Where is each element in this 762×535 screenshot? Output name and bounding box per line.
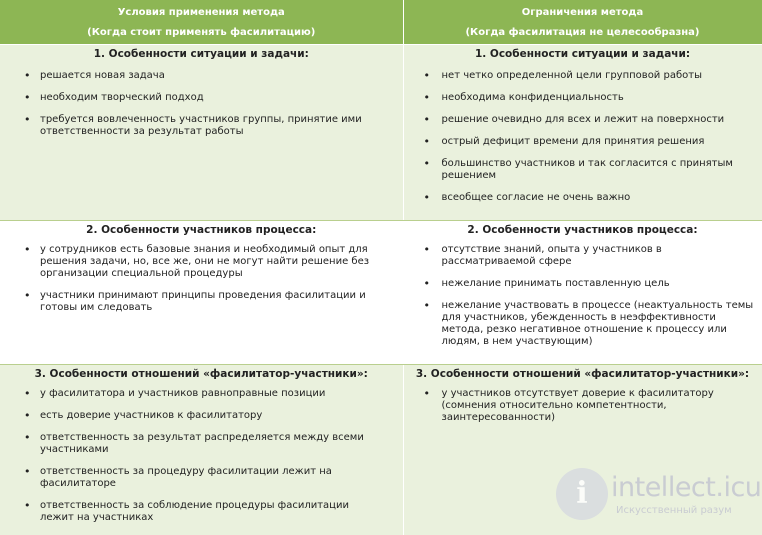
list-item: • ответственность за процедуру фасилитации лежит на фасилитаторе bbox=[0, 466, 373, 490]
section-1-left-title: 1. Особенности ситуации и задачи: bbox=[0, 45, 403, 65]
list-item: • у сотрудников есть базовые знания и необходимый опыт для решения задачи, но, все же, они не могут найти решение без организации специальной процедуры bbox=[0, 244, 373, 280]
header-conditions-subtitle: (Когда стоит применять фасилитацию) bbox=[87, 27, 316, 38]
section-2-left-list bbox=[0, 240, 403, 314]
section-1-right-title: 1. Особенности ситуации и задачи: bbox=[403, 45, 762, 65]
list-item: • решение очевидно для всех и лежит на поверхности bbox=[404, 114, 754, 126]
watermark-logo-icon bbox=[556, 468, 608, 520]
list-item: • требуется вовлеченность участников группы, принятие ими ответственности за результат работы bbox=[0, 114, 373, 138]
header-limitations-title: Ограничения метода bbox=[521, 7, 644, 18]
list-item: • ответственность за соблюдение процедуры фасилитации лежит на участниках bbox=[0, 500, 373, 524]
header-limitations bbox=[403, 0, 762, 45]
section-2-left-cell bbox=[0, 240, 403, 365]
list-item: • нежелание участвовать в процессе (неактуальность темы для участников, убежденность в неэффективности метода, резко негативное отношение к процессу или людям, в нем участвующим) bbox=[404, 300, 754, 348]
section-1-left-cell bbox=[0, 64, 403, 220]
list-item: • у участников отсутствует доверие к фасилитатору (сомнения относительно компетентности, заинтересованности) bbox=[404, 388, 754, 424]
list-item: • нежелание принимать поставленную цель bbox=[404, 278, 754, 290]
section-2-right-list bbox=[404, 240, 762, 348]
section-1-right-cell bbox=[403, 64, 762, 220]
header-limitations-subtitle: (Когда фасилитация не целесообразна) bbox=[465, 27, 700, 38]
list-item: • острый дефицит времени для принятия решения bbox=[404, 136, 754, 148]
list-item: • у фасилитатора и участников равноправные позиции bbox=[0, 388, 373, 400]
section-2-right-cell bbox=[403, 240, 762, 365]
list-item: • участники принимают принципы проведения фасилитации и готовы им следовать bbox=[0, 290, 373, 314]
section-3-left-list bbox=[0, 384, 403, 524]
table-header-row bbox=[0, 0, 762, 45]
list-item: • ответственность за результат распределяется между всеми участниками bbox=[0, 432, 373, 456]
list-item: • необходима конфиденциальность bbox=[404, 92, 754, 104]
section-3-left-cell bbox=[0, 384, 403, 535]
list-item: • есть доверие участников к фасилитатору bbox=[0, 410, 373, 422]
watermark-subtitle: Искусственный разум bbox=[616, 505, 732, 516]
watermark-logo-letter: i bbox=[576, 476, 588, 511]
section-2-right-title: 2. Особенности участников процесса: bbox=[403, 220, 762, 240]
list-item: • решается новая задача bbox=[0, 70, 373, 82]
list-item: • отсутствие знаний, опыта у участников в рассматриваемой сфере bbox=[404, 244, 754, 268]
list-item: • нет четко определенной цели групповой работы bbox=[404, 70, 754, 82]
section-2-title-row bbox=[0, 220, 762, 240]
list-item: • необходим творческий подход bbox=[0, 92, 373, 104]
section-3-left-title: 3. Особенности отношений «фасилитатор-участники»: bbox=[0, 365, 403, 385]
section-2-content-row bbox=[0, 240, 762, 365]
section-3-right-title: 3. Особенности отношений «фасилитатор-участники»: bbox=[403, 365, 762, 385]
section-1-content-row bbox=[0, 64, 762, 220]
section-3-right-list bbox=[404, 384, 762, 424]
list-item: • большинство участников и так согласится с принятым решением bbox=[404, 158, 754, 182]
watermark bbox=[556, 468, 762, 528]
section-1-right-list bbox=[404, 64, 762, 204]
section-1-left-list bbox=[0, 64, 403, 138]
list-item: • всеобщее согласие не очень важно bbox=[404, 192, 754, 204]
section-1-title-row bbox=[0, 45, 762, 65]
watermark-title: intellect.icu bbox=[611, 472, 762, 503]
header-conditions-title: Условия применения метода bbox=[117, 7, 285, 18]
section-2-left-title: 2. Особенности участников процесса: bbox=[0, 220, 403, 240]
section-3-title-row bbox=[0, 365, 762, 385]
header-conditions bbox=[0, 0, 403, 45]
